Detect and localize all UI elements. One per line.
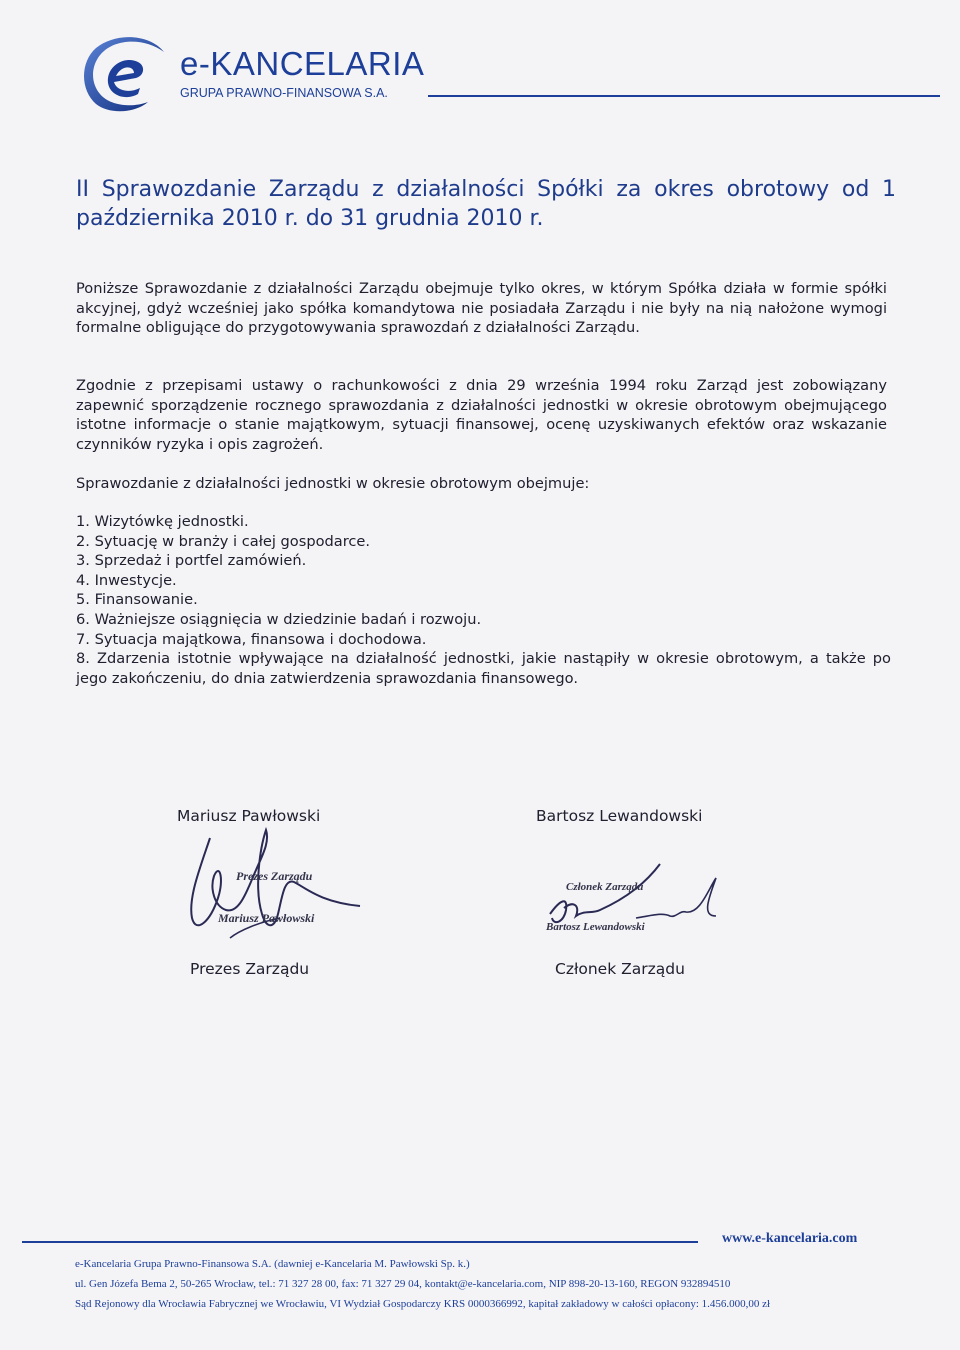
stamp-name-right: Bartosz Lewandowski (546, 921, 645, 933)
signatory-name-right: Bartosz Lewandowski (536, 807, 703, 825)
legal-basis-paragraph: Zgodnie z przepisami ustawy o rachunkowości z dnia 29 września 1994 roku Zarząd jest zobowiązany zapewnić sporządzenie rocznego sprawozdania z działalności jednostki w okresie obrotowym obejmującego istotne informacje o stanie majątkowym, sytuacji finansowej, ocenę uzyskiwanych efektów oraz wskazanie czynników ryzyka i opis zagrożeń. (76, 377, 887, 453)
list-item: 1. Wizytówkę jednostki. (76, 513, 249, 530)
signature-left-image (170, 818, 370, 968)
scope-list (76, 512, 891, 688)
footer-company-line: e-Kancelaria Grupa Prawno-Finansowa S.A. (dawniej e-Kancelaria M. Pawłowski Sp. k.) (75, 1258, 470, 1270)
brand-name: e-KANCELARIA (180, 45, 425, 82)
footer-address-line: ul. Gen Józefa Bema 2, 50-265 Wrocław, tel.: 71 327 28 00, fax: 71 327 29 04, kontakt@e-kancelaria.com, NIP 898-20-13-160, REGON 932894510 (75, 1278, 731, 1290)
list-item: 7. Sytuacja majątkowa, finansowa i dochodowa. (76, 630, 427, 648)
intro-paragraph: Poniższe Sprawozdanie z działalności Zarządu obejmuje tylko okres, w którym Spółka działa w formie spółki akcyjnej, gdyż wcześniej jako spółka komandytowa nie posiadała Zarządu i nie były na nią nałożone wymogi formalne obligujące do przygotowywania sprawozdań z działalności Zarządu. (76, 280, 887, 336)
footer-registry-line: Sąd Rejonowy dla Wrocławia Fabrycznej we Wrocławiu, VI Wydział Gospodarczy KRS 0000366992, kapitał zakładowy w całości opłacony: 1.456.000,00 zł (75, 1298, 771, 1310)
stamp-name-left: Mariusz Pawłowski (218, 911, 315, 925)
list-item: 6. Ważniejsze osiągnięcia w dziedzinie badań i rozwoju. (76, 610, 482, 628)
list-item: 4. Inwestycje. (76, 571, 177, 589)
footer-divider (22, 1241, 698, 1243)
list-item: 3. Sprzedaż i portfel zamówień. (76, 552, 307, 570)
stamp-title-right: Członek Zarządu (566, 881, 644, 893)
signatory-name-left: Mariusz Pawłowski (177, 807, 321, 825)
list-item: 8. Zdarzenia istotnie wpływające na działalność jednostki, jakie nastąpiły w okresie obrotowym, a także po jego zakończeniu, do dnia zatwierdzenia sprawozdania finansowego. (76, 650, 891, 687)
brand-subtitle: GRUPA PRAWNO-FINANSOWA S.A. (180, 86, 388, 100)
document-title: II Sprawozdanie Zarządu z działalności Spółki za okres obrotowy od 1 października 2010 r. do 31 grudnia 2010 r. (76, 177, 896, 231)
header-divider (428, 95, 940, 97)
scope-lead-paragraph: Sprawozdanie z działalności jednostki w okresie obrotowym obejmuje: (76, 475, 590, 492)
list-item: 2. Sytuację w branży i całej gospodarce. (76, 532, 371, 550)
footer-website-link[interactable]: www.e-kancelaria.com (722, 1231, 858, 1246)
company-logo-icon (78, 28, 170, 116)
list-item: 5. Finansowanie. (76, 591, 198, 609)
signatory-role-left: Prezes Zarządu (190, 960, 310, 978)
signature-right-image (540, 860, 730, 940)
stamp-title-left: Prezes Zarządu (236, 869, 313, 883)
signatory-role-right: Członek Zarządu (555, 960, 685, 978)
